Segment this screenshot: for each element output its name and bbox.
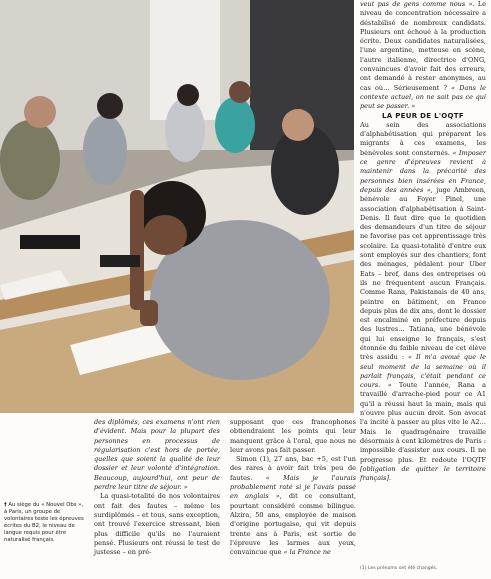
footnote: (1) Les prénoms ont été changés. xyxy=(360,566,438,571)
section-heading: LA PEUR DE L'OQTF xyxy=(382,111,464,120)
text-run: Toute l'année, Rana a travaillé d'arrache-pied pour ce A1 qu'il a réussi haut la main, mais qui n'ouvre plus aucun droit. Son avocat l'a incité à passer au plus vite le A2… Mais le quadragénaire travaille désormais à cent kilomètres de Paris : impossible d'assister aux cours. Il ne progresse plus. Et redoute l'OQTF xyxy=(360,381,486,464)
caption-marker: † xyxy=(4,502,7,508)
article-column-left xyxy=(94,418,220,557)
quote: « Imposer ce genre d'épreuves revient à maintenir dans la précarité des personnes bien insérées en France, depuis des années » xyxy=(360,148,486,194)
bracket-note: [obligation de quitter le territoire français] xyxy=(360,464,486,483)
paragraph: La quasi-totalité de nos volontaires ont fait des fautes – même les surdiplômés – et tous, sans exception, ont trouvé l'exercice stressant, bien plus difficile qu'ils ne l'auraient pensé. Plusieurs ont réussi le test de justesse – en pré- xyxy=(94,492,220,557)
quote: « Dans le contexte actuel, on ne sait pas ce qui peut se passer. » xyxy=(360,83,486,111)
article-column-middle xyxy=(230,418,356,557)
caption-text: Au siège du « Nouvel Obs », à Paris, un groupe de volontaires teste les épreuves écrites du B2, le niveau de langue requis pour être naturalisé français. xyxy=(4,502,84,543)
photo-caption xyxy=(4,502,86,544)
paragraph-simon xyxy=(230,455,356,557)
quote-continuation: des diplômés, ces examens n'ont rien d'évident. Mais pour la plupart des personnes en processus de régularisation c'est hors de portée, quelles que soient la qualité de leur dossier et leur volonté d'intégration. Beaucoup, aujourd'hui, ont peur de perdre leur titre de séjour. » xyxy=(94,418,220,492)
text-run: Simon (1), 27 ans, bac +5, est l'un des rares à avoir fait très peu de fautes. xyxy=(230,455,356,482)
quote: « Mais je l'aurais probablement raté si je l'avais passé en anglais » xyxy=(230,473,356,501)
text-run: , juge Ambreen, bénévole au Foyer Pinel, une association d'alphabétisation à Saint-Denis. Il faut dire que le quotidien des demandeurs d'un titre de séjour ne favorise pas cet apprentissage très scolaire. La quasi-totalité d'entre eux sont employés sur des chantiers, font des ménages, pédalent pour Uber Eats – bref, dans des entreprises où ils ne fréquentent aucun Français. Comme Rana, Pakistanais de 40 ans, peintre en bâtiment, en France depuis plus de dix ans, dont le dossier est encalminé en préfecture depuis des lustres… Tatiana, une bénévole qui lui enseigne le français, s'est étonnée du faible niveau de cet élève très assidu : xyxy=(360,185,486,362)
text-run: , dit ce consultant, pourtant considéré comme bilingue. Alzira, 50 ans, employée de maison d'origine portugaise, qui vit depuis trente ans à Paris, est sortie de l'épreuve les larmes aux yeux, convaincue que xyxy=(230,492,357,557)
article-column-right xyxy=(360,0,486,483)
paragraph xyxy=(360,0,486,112)
text-run: Au sein des associations d'alphabétisation qui préparent les migrants à ces examens, les bénévoles sont consternés. xyxy=(360,120,486,157)
quote: « Il m'a avoué que le seul moment de la semaine où il parlait français, c'était pendant ce cours. » xyxy=(360,353,486,390)
paragraph: supposant que ces francophones obtiendraient les points qui leur manquent grâce à l'oral, que nous ne leur avons pas fait passer. xyxy=(230,418,356,454)
paragraph xyxy=(360,121,486,484)
quote: « la France ne xyxy=(283,548,331,557)
quote: veut pas de gens comme nous ». xyxy=(360,0,475,8)
text-run: Le niveau de concentration nécessaire a déstabilisé de nombreux candidats. Plusieurs ont échoué à la production écrite. Deux candidates naturalisées, l'une argentine, metteuse en scène, l'autre italienne, directrice d'ONG, convaincues d'avoir fait des erreurs, ont demandé à rester anonymes, au cas où… Sérieusement ? xyxy=(360,0,486,92)
text-run: . xyxy=(389,474,392,483)
